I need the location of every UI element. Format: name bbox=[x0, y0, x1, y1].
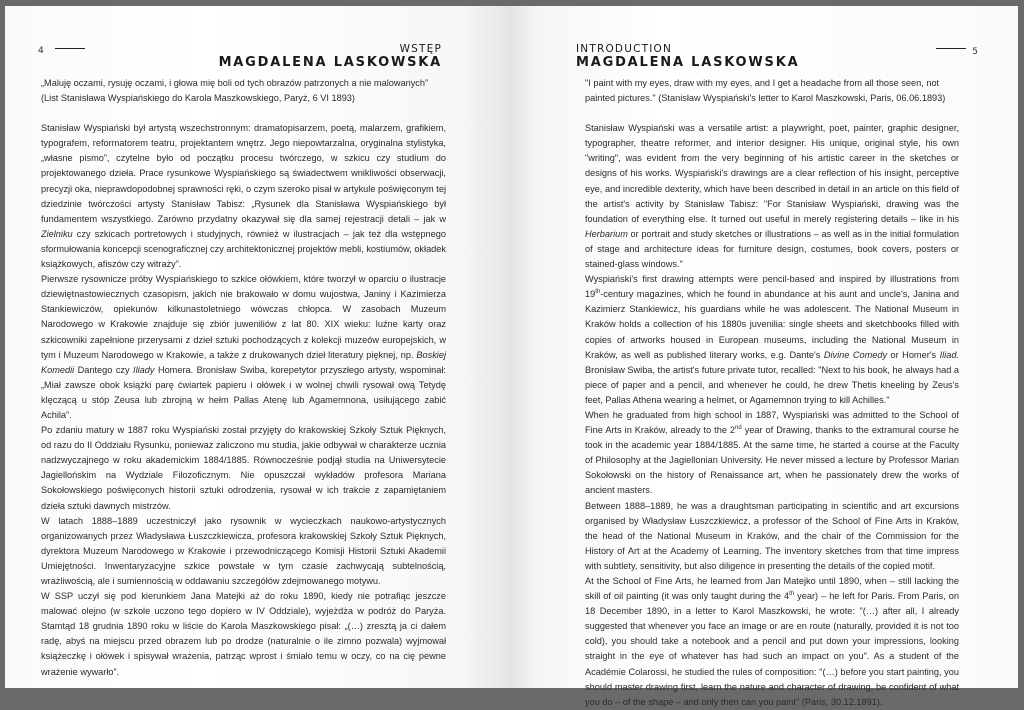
right-page bbox=[509, 6, 1018, 707]
text-run: year of Drawing, thanks to the extramural course he took in the academic year 1884/1885. At the same time, he started a course at the Faculty of Philosophy at the Jagiellonian University. He never missed a lecture by Professor Marian Sokołowski on the history of Renaissance art, when he passionately drew the works of ancient masters. bbox=[585, 425, 959, 496]
text-run: W latach 1888–1889 uczestniczył jako rysownik w wycieczkach naukowo-artystycznych organizowanych przez Władysława Łuszczkiewicza, profesora krakowskiej Szkoły Sztuk Pięknych, dyrektora Muzeum Narodowego w Krakowie i przewodniczącego Komisji Historii Sztuki Akademii Umiejętności. Inwentaryzacyjne szkice powstałe w tym czasie zachwycają subtelnością, wrażliwością, ale i sumiennością w oddawaniu szczegółów zdejmowanego motywu. bbox=[41, 515, 446, 586]
text-run: czy szkicach portretowych i studyjnych, również w ilustracjach – jak też dla wstępnego sformułowania koncepcji scenograficznej czy architektonicznej projektów mebli, kostiumów, okładek książkowych, afiszów czy witraży”. bbox=[41, 228, 446, 270]
epigraph: "I paint with my eyes, draw with my eyes, and I get a headache from all those seen, not painted pictures." (Stanisław Wyspiański's letter to Karol Maszkowski, Paris, 06.06.1893) bbox=[585, 78, 946, 104]
body-paragraph bbox=[585, 408, 959, 499]
author-name: MAGDALENA LASKOWSKA bbox=[218, 55, 442, 71]
text-run: At the School of Fine Arts, he learned from Jan Matejko until 1890, when – still lacking the skill of oil painting (it was only taught during the 4 bbox=[585, 576, 959, 602]
text-run: year) – he left for Paris. From Paris, on 18 December 1890, in a letter to Karol Maszkowski, he wrote: "(…) after all, I already suggested that whenever you face an image or are en route (naturally, provided it is not too cold), you should take a notebook and a pencil and put down your impressions, looking straight in the eye of whatever has had such an impact on you". As a student of the Académie Colarossi, he studied the rules of composition: "(…) before you start painting, you should master drawing first, learn the nature and character of drawing, be confident of what you do – of the shape – and only then can you paint" (Paris, 30.12.1891). bbox=[585, 591, 959, 707]
epigraph: „Maluję oczami, rysuję oczami, i głowa mię boli od tych obrazów patrzonych a nie malowanych” (List Stanisława Wyspiańskiego do Karola Maszkowskiego, Paryż, 6 VI 1893) bbox=[41, 78, 429, 104]
superscript: th bbox=[595, 289, 601, 296]
text-run: -century magazines, which he found in abundance at his aunt and uncle's, Janina and Kazimierz Stankiewicz, his guardians while he was adolescent. The National Museum in Kraków holds a collection of his 1880s juvenilia: single sheets and sketchbooks filled with copies of artworks housed in European museums, including the National Museum in Kraków, as well as published literary works, e.g. Dante's bbox=[585, 289, 959, 360]
italic-title: Zielniku bbox=[41, 228, 73, 239]
body-paragraph bbox=[585, 272, 959, 408]
text-run: Dantego czy bbox=[74, 364, 134, 375]
italic-title: Herbarium bbox=[585, 228, 628, 239]
paragraphs bbox=[41, 121, 446, 679]
body-paragraph bbox=[41, 121, 446, 272]
body-paragraph bbox=[585, 574, 959, 710]
text-run: Wyspiański's first drawing attempts were pencil-based and inspired by illustrations from 19 bbox=[585, 274, 959, 300]
book-spread bbox=[5, 6, 1018, 707]
text-run: Stanisław Wyspiański was a versatile artist: a playwright, poet, painter, graphic designer, typographer, theatre reformer, and interior designer. His unique, original style, his own "writing", was evident from the very beginning of his artistic career in the sketches or designs of his works. Wyspiański's drawings are a clear reflection of his insight, perceptive eye, and incredible dexterity, which have been described in detail in an article on this field of the artist's activity by Stanisław Tabisz: "For Stanisław Wyspiański, drawing was the foundation of everything else. It turned out useful in merely registering details – like in his bbox=[585, 123, 959, 224]
page-number: 4 bbox=[38, 46, 44, 56]
body-paragraph bbox=[585, 499, 959, 574]
body-paragraph bbox=[41, 272, 446, 423]
section-title: INTRODUCTION bbox=[576, 43, 673, 55]
text-run: Homera. Bronisław Swiba, korepetytor przyszłego artysty, wspominał: „Miał zawsze obok książki parę ćwiartek papieru i ołówek i w wolnej chwili rysował ową Tetydę klęczącą u stóp Zeusa lub zbrojną w hełm Pallas Atenę lub Agamemnona, usiłującego zabić Achila”. bbox=[41, 364, 446, 420]
body-paragraph bbox=[585, 121, 959, 272]
text-run: or Homer's bbox=[887, 349, 940, 360]
text-run: Bronisław Swiba, the artist's future private tutor, recalled: "Next to his book, he always had a piece of paper and a pencil, and whenever he could, he drew Thetis kneeling by Zeus's feet, Pallas Athena wearing a helmet, or Agamemnon trying to kill Achilles." bbox=[585, 364, 959, 405]
section-title: WSTĘP bbox=[399, 43, 442, 55]
left-page bbox=[5, 6, 509, 688]
text-run: Pierwsze rysownicze próby Wyspiańskiego to szkice ołówkiem, które tworzył w oparciu o ilustracje dziewiętnastowiecznych czasopism, jakich nie brakowało w domu wujostwa, Janiny i Kazimierza Stankiewiczów, opiekunów kilkunastoletniego wówczas chłopca. W zasobach Muzeum Narodowego w Krakowie znajduje się zbiór juweniliów z lat 80. XIX wieku: luźne karty oraz szkicowniki zapełnione przerysami z dzieł sztuki pochodzących z kolekcji muzeów europejskich, w tym i Muzeum Narodowego w Krakowie, a także z drukowanych dzieł literatury pięknej, np. bbox=[41, 274, 446, 360]
italic-title: Divine Comedy bbox=[823, 349, 888, 360]
body-text bbox=[41, 76, 446, 680]
folio-rule bbox=[55, 48, 85, 49]
italic-title: Iliady bbox=[133, 364, 155, 375]
page-heading bbox=[219, 44, 442, 70]
text-run: Between 1888–1889, he was a draughtsman participating in scientific and art excursions organised by Władysław Łuszczkiewicz, a professor of the School of Fine Arts in Kraków, the head of the National Museum in Kraków, and the chair of the Commission for the History of Art at the Academy of Learning. The inventory sketches from that time impress with subtlety, sensitivity, but also diligence in presenting the details of the copied motif. bbox=[585, 500, 959, 571]
author-name: MAGDALENA LASKOWSKA bbox=[576, 55, 800, 71]
text-run: Po zdaniu matury w 1887 roku Wyspiański został przyjęty do krakowskiej Szkoły Sztuk Pięknych, od razu do II Oddziału Rysunku, ponieważ zaliczono mu studia, jakie odbywał w charakterze ucznia nadzwyczajnego w roku akademickim 1884/1885. Równocześnie podjął studia na Uniwersytecie Jagiellońskim na Wydziale Filozoficznym. Nie opuszczał wykładów profesora Mariana Sokołowskiego poświęconych historii sztuki odrodzenia, rysował w ich trakcie z zapamiętaniem dzieła sztuki dawnych mistrzów. bbox=[41, 425, 446, 511]
text-run: When he graduated from high school in 1887, Wyspiański was admitted to the School of Fine Arts in Kraków, already to the 2 bbox=[585, 409, 959, 436]
text-run: Stanisław Wyspiański był artystą wszechstronnym: dramatopisarzem, poetą, malarzem, grafikiem, typografem, reformatorem teatru, projektantem wnętrz. Jego niepowtarzalna, oryginalna stylistyka, „własne pismo”, czytelne było od początku procesu twórczego, w szkicu czy studium do projektowanego dzieła. Prace rysunkowe Wyspiańskiego są świadectwem wnikliwości obserwacji, precyzji oka, nieprawdopodobnej sprawności ręki, o czym szeroko pisał w artykule poświęconym tej dziedzinie twórczości artysty Stanisław Tabisz: „Rysunek dla Stanisława Wyspiańskiego był fundamentem wszystkiego. Zarówno przydatny okazywał się dla samej rejestracji detali – jak w bbox=[41, 123, 446, 224]
body-paragraph bbox=[41, 514, 446, 589]
italic-title: Iliad. bbox=[939, 349, 959, 360]
folio-rule bbox=[936, 48, 966, 49]
paragraphs bbox=[585, 121, 959, 710]
text-run: or portrait and study sketches or illustrations – as well as in the initial formulation of stage and architecture ideas for furniture design, costumes, book covers, posters or stained-glass windows." bbox=[585, 228, 959, 270]
body-paragraph bbox=[41, 589, 446, 680]
italic-title: Boskiej Komedii bbox=[41, 349, 446, 375]
superscript: nd bbox=[735, 425, 742, 431]
body-text bbox=[585, 76, 959, 710]
body-paragraph bbox=[41, 423, 446, 514]
page-number: 5 bbox=[972, 47, 978, 57]
superscript: th bbox=[789, 591, 795, 598]
page-heading bbox=[576, 44, 799, 70]
text-run: W SSP uczył się pod kierunkiem Jana Matejki aż do roku 1890, kiedy nie potrafiąc jeszcze malować olejno (w szkole uczono tego dopiero w IV Oddziale), wyjeżdża w podróż do Paryża. Stamtąd 18 grudnia 1890 roku w liście do Karola Maszkowskiego pisał: „(…) zresztą ja ci dałem radę, abyś na miejscu przed obrazem lub po drodze (naturalnie o ile zimno pozwala) wyjmował książeczkę i ołówek i spisywał wrażenia, patrząc wprost i śmiało temu w oczy, co na cię pewne wrażenie wywarło”. bbox=[41, 591, 446, 677]
